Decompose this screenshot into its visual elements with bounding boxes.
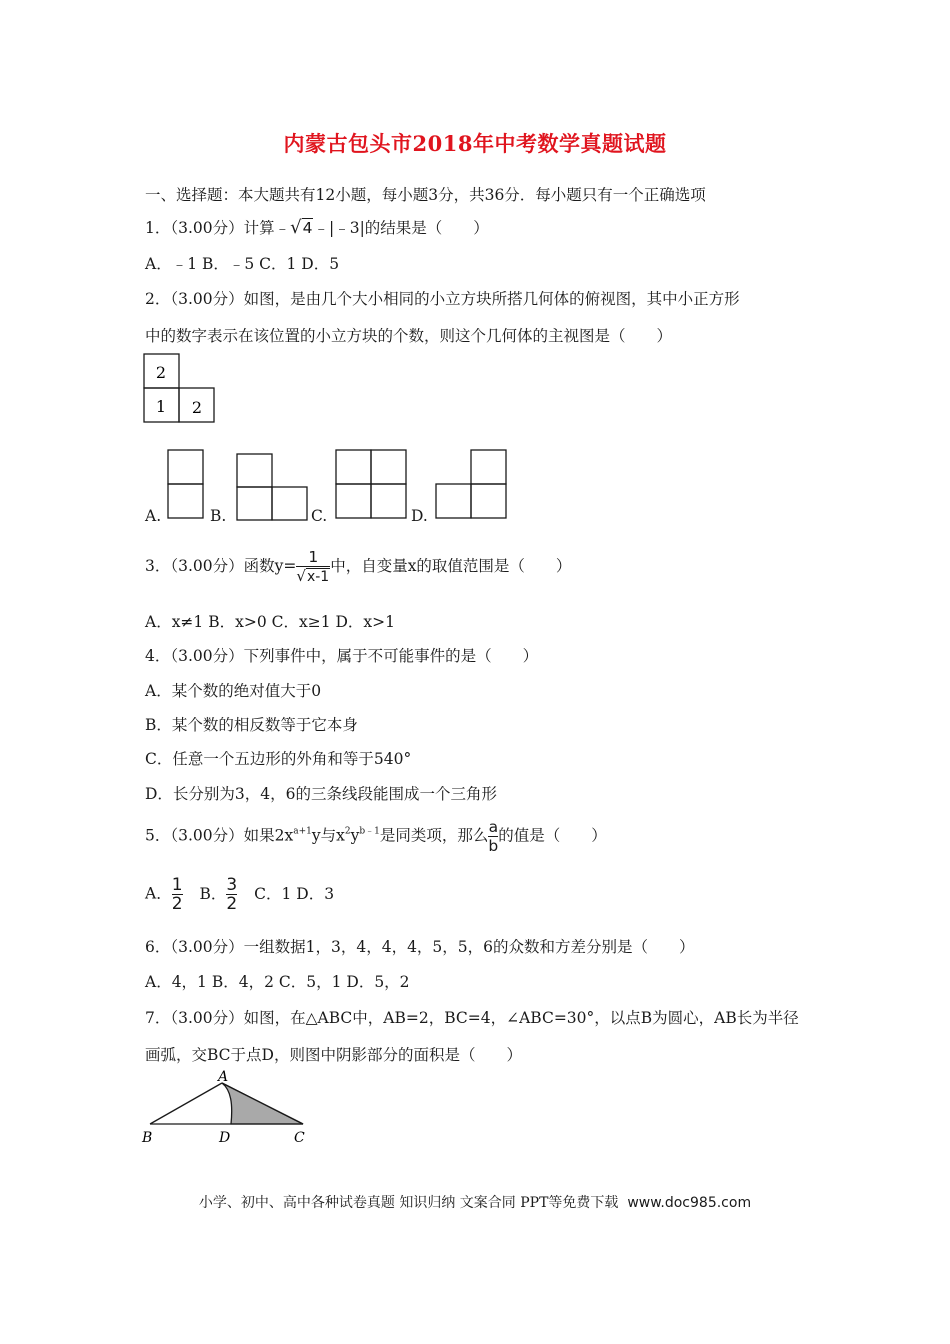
q4-stem: 4．（3.00分）下列事件中，属于不可能事件的是（ ） <box>145 647 539 665</box>
q2-option-d-label: D. <box>411 507 428 525</box>
q4-option-c: C．任意一个五边形的外角和等于540° <box>145 750 412 768</box>
q3-options: A．x≠1 B．x>0 C．x≥1 D．x>1 <box>145 613 396 631</box>
grid-cell-bottom-left: 1 <box>155 397 167 416</box>
point-b-label: B <box>142 1130 153 1146</box>
q6-options: A．4，1 B．4，2 C．5，1 D．5，2 <box>145 973 410 991</box>
q3-suffix: 中，自变量x的取值范围是（ ） <box>330 557 572 575</box>
q5-option-b-num: 3 <box>226 875 238 895</box>
q1-radicand: 4 <box>302 219 313 237</box>
q3-sqrt-symbol: √ <box>296 567 306 585</box>
q7-line2: 画弧，交BC于点D，则图中阴影部分的面积是（ ） <box>145 1046 522 1064</box>
q4-option-b: B．某个数的相反数等于它本身 <box>145 716 358 734</box>
q5-fraction <box>488 818 498 855</box>
q5-exponent-3: b﹣1 <box>359 826 380 837</box>
question-5 <box>145 818 607 855</box>
q5-exponent-2: 2 <box>344 826 351 837</box>
q5-option-a-num: 1 <box>171 875 183 895</box>
q3-prefix: 3．（3.00分）函数y= <box>145 557 297 575</box>
question-3 <box>145 548 571 586</box>
footer <box>0 1192 950 1212</box>
q3-frac-den: x-1 <box>306 569 330 585</box>
footer-site-link[interactable]: www.doc985.com <box>627 1195 752 1211</box>
top-view-grid <box>140 350 220 426</box>
q5-option-b-fraction <box>226 876 237 913</box>
point-c-label: C <box>294 1130 305 1146</box>
footer-text: 小学、初中、高中各种试卷真题 知识归纳 文案合同 PPT等免费下载 <box>198 1195 619 1211</box>
q7-triangle-figure <box>138 1066 318 1148</box>
q5-options <box>145 876 334 913</box>
page-title: 内蒙古包头市2018年中考数学真题试题 <box>283 131 667 156</box>
q4-option-a: A．某个数的绝对值大于0 <box>145 682 322 700</box>
q5-mid-2: y <box>350 826 360 845</box>
q1-suffix: ﹣|﹣3|的结果是（ ） <box>313 219 489 237</box>
q1-prefix: 1．（3.00分）计算﹣ <box>145 219 291 237</box>
q2-option-a-figure <box>166 448 206 520</box>
q3-fraction <box>296 548 330 586</box>
q2-option-c-label: C. <box>311 507 328 525</box>
point-a-label: A <box>218 1069 229 1085</box>
q5-suffix: 的值是（ ） <box>498 826 607 845</box>
q1-options: A．﹣1 B．﹣5 C．1 D．5 <box>145 255 340 273</box>
grid-cell-bottom-right: 2 <box>191 398 203 417</box>
q2-option-c-figure <box>334 448 408 520</box>
q2-option-a-label: A. <box>145 507 162 525</box>
q5-option-b-label: B． <box>199 884 227 903</box>
q5-mid-3: 是同类项，那么 <box>379 826 489 845</box>
section-heading: 一、选择题：本大题共有12小题，每小题3分，共36分．每小题只有一个正确选项 <box>145 186 706 204</box>
q5-option-a-label: A． <box>145 884 172 903</box>
question-1 <box>145 216 489 238</box>
q5-frac-den: b <box>488 837 499 855</box>
q2-option-d-figure <box>434 448 508 520</box>
q2-line2: 中的数字表示在该位置的小立方块的个数，则这个几何体的主视图是（ ） <box>145 327 673 345</box>
q7-line1: 7．（3.00分）如图，在△ABC中，AB=2，BC=4，∠ABC=30°，以点B为圆心，AB长为半径 <box>145 1009 799 1027</box>
q5-option-a-den: 2 <box>171 894 183 914</box>
q5-option-b-den: 2 <box>226 894 238 914</box>
sqrt-symbol: √ <box>290 217 302 238</box>
q3-frac-num: 1 <box>308 548 319 566</box>
grid-cell-top-left: 2 <box>155 363 167 382</box>
q2-option-b-figure <box>235 452 309 522</box>
q5-mid-1: y与x <box>311 826 345 845</box>
point-d-label: D <box>219 1130 231 1146</box>
q5-prefix: 5．（3.00分）如果2x <box>145 826 294 845</box>
q5-option-cd: C．1 D．3 <box>254 884 335 903</box>
q5-exponent-1: a+1 <box>293 826 312 837</box>
q6-stem: 6．（3.00分）一组数据1，3，4，4，4，5，5，6的众数和方差分别是（ ） <box>145 938 695 956</box>
q5-frac-num: a <box>488 818 499 836</box>
q2-line1: 2．（3.00分）如图，是由几个大小相同的小立方块所搭几何体的俯视图，其中小正方形 <box>145 290 740 308</box>
q2-option-b-label: B. <box>210 507 227 525</box>
q5-option-a-fraction <box>172 876 183 913</box>
q4-option-d: D．长分别为3，4，6的三条线段能围成一个三角形 <box>145 785 498 803</box>
